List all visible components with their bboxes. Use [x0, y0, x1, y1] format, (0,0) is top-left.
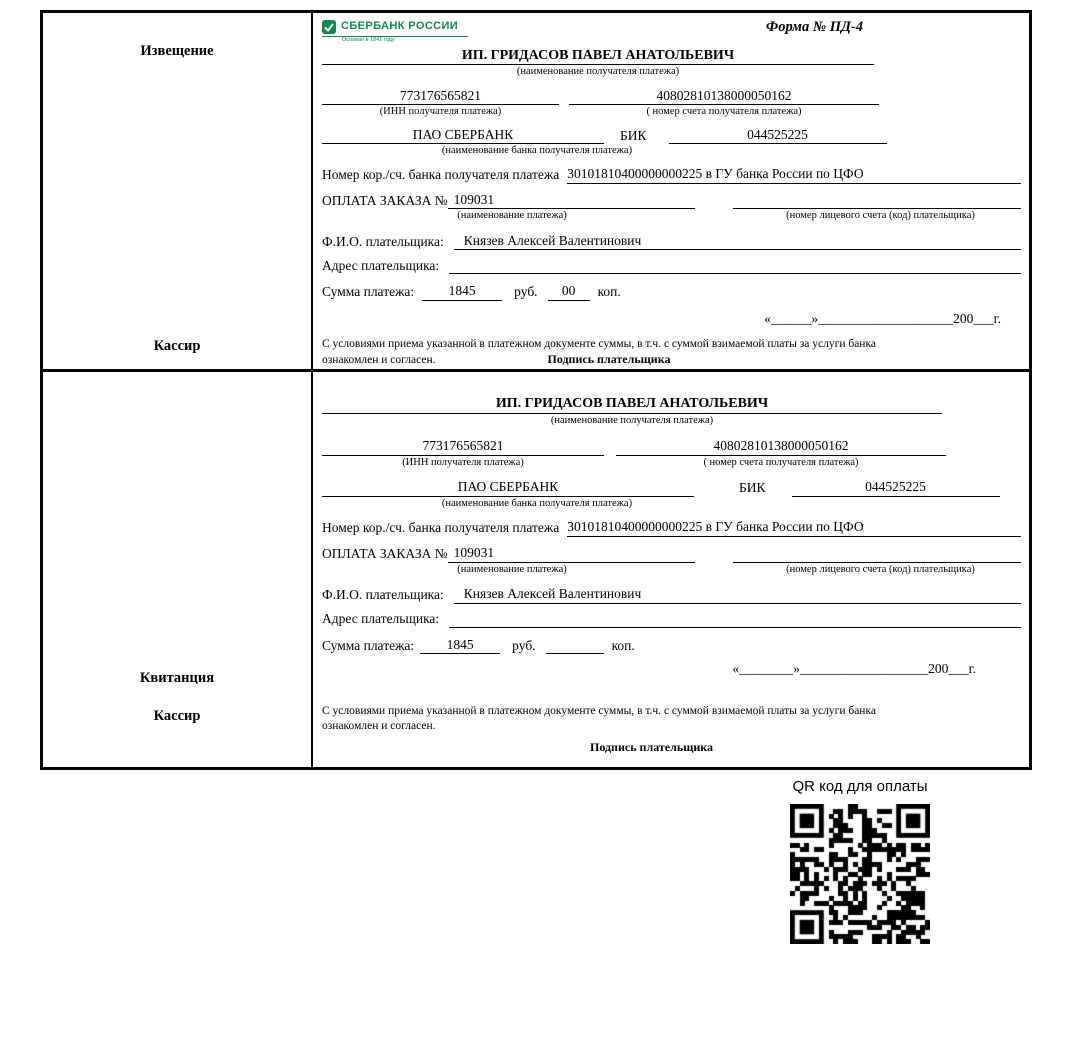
payer-fio-label: Ф.И.О. плательщика:	[322, 586, 444, 602]
order-number-value: 109031	[448, 192, 695, 210]
rub-label: руб.	[512, 637, 536, 653]
kop-label: коп.	[611, 637, 635, 653]
receipt-label: Квитанция	[139, 670, 215, 686]
bank-caption: (наименование банка получателя платежа)	[441, 145, 633, 157]
inn-value: 773176565821	[322, 438, 604, 456]
recipient-caption: (наименование получателя платежа)	[516, 66, 680, 78]
qr-code	[790, 804, 930, 944]
bik-label: БИК	[620, 127, 647, 143]
payer-address-line	[449, 257, 1021, 274]
korr-value: 30101810400000000225 в ГУ банка России по ЦФО	[567, 519, 1021, 537]
sberbank-logo	[322, 18, 468, 44]
kop-label: коп.	[597, 284, 621, 300]
payer-address-label: Адрес плательщика:	[322, 610, 440, 626]
rub-label: руб.	[514, 284, 538, 300]
payer-account-caption: (номер лицевого счета (код) плательщика)	[786, 563, 975, 575]
sum-rub-value: 1845	[422, 283, 502, 301]
signature-label: Подпись плательщика	[590, 739, 713, 754]
payer-fio-label: Ф.И.О. плательщика:	[322, 233, 444, 249]
sum-label: Сумма платежа:	[322, 284, 415, 300]
inn-caption: (ИНН получателя платежа)	[402, 456, 524, 468]
qr-payment-block	[786, 778, 934, 944]
bank-name-value: ПАО СБЕРБАНК	[322, 127, 604, 145]
receipt-form-body	[313, 372, 1029, 767]
receipt-section	[40, 372, 1032, 770]
bank-name-value: ПАО СБЕРБАНК	[322, 479, 694, 497]
notice-section	[40, 10, 1032, 372]
payment-caption: (наименование платежа)	[457, 210, 567, 222]
sberbank-logo-icon	[322, 20, 336, 34]
inn-value: 773176565821	[322, 88, 559, 106]
agreement-text	[322, 337, 1021, 368]
payer-account-caption: (номер лицевого счета (код) плательщика)	[786, 210, 975, 222]
form-number: Форма № ПД-4	[765, 19, 863, 35]
account-caption: ( номер счета получателя платежа)	[703, 456, 859, 468]
payer-address-line	[449, 611, 1021, 628]
inn-caption: (ИНН получателя платежа)	[379, 106, 502, 118]
payment-purpose-label: ОПЛАТА ЗАКАЗА №	[322, 545, 448, 561]
bik-label: БИК	[739, 479, 766, 495]
recipient-name: ИП. ГРИДАСОВ ПАВЕЛ АНАТОЛЬЕВИЧ	[322, 395, 942, 414]
signature-label: Подпись плательщика	[547, 352, 671, 367]
agreement-line2: ознакомлен и согласен.	[322, 720, 436, 733]
agreement-text	[322, 704, 1021, 734]
korr-label: Номер кор./сч. банка получателя платежа	[322, 166, 560, 182]
payer-fio-value: Князев Алексей Валентинович	[454, 233, 1021, 251]
sum-kop-value: 00	[548, 283, 590, 301]
payer-account-line	[733, 192, 1021, 209]
payer-address-label: Адрес плательщика:	[322, 257, 440, 273]
payment-purpose-label: ОПЛАТА ЗАКАЗА №	[322, 192, 448, 208]
sum-label: Сумма платежа:	[322, 637, 415, 653]
account-value: 40802810138000050162	[569, 88, 879, 106]
bik-value: 044525225	[669, 127, 887, 145]
sberbank-logo-tagline: Основан в 1841 году	[342, 37, 395, 43]
korr-value: 30101810400000000225 в ГУ банка России по ЦФО	[567, 166, 1021, 184]
date-line: «________»___________________200___г.	[732, 661, 976, 677]
sberbank-logo-text: СБЕРБАНК РОССИИ	[341, 20, 459, 33]
notice-label: Извещение	[140, 43, 214, 59]
receipt-side-column	[43, 372, 313, 767]
bank-caption: (наименование банка получателя платежа)	[441, 497, 633, 509]
korr-label: Номер кор./сч. банка получателя платежа	[322, 519, 560, 535]
payment-caption: (наименование платежа)	[457, 563, 567, 575]
sum-kop-value	[546, 637, 604, 654]
agreement-line2: ознакомлен и согласен.	[322, 354, 436, 367]
notice-side-column	[43, 13, 313, 369]
account-value: 40802810138000050162	[616, 438, 946, 456]
agreement-line1: С условиями приема указанной в платежном документе суммы, в т.ч. с суммой взимаемой платы за услуги банка	[322, 705, 876, 718]
recipient-caption: (наименование получателя платежа)	[550, 414, 714, 426]
account-caption: ( номер счета получателя платежа)	[646, 106, 802, 118]
recipient-name: ИП. ГРИДАСОВ ПАВЕЛ АНАТОЛЬЕВИЧ	[322, 47, 874, 66]
payer-fio-value: Князев Алексей Валентинович	[454, 586, 1021, 604]
pd4-form	[40, 10, 1032, 770]
notice-cashier-label: Кассир	[153, 338, 201, 354]
payer-account-line	[733, 546, 1021, 563]
receipt-cashier-label: Кассир	[153, 708, 201, 724]
order-number-value: 109031	[448, 545, 695, 563]
sum-rub-value: 1845	[420, 637, 500, 655]
bik-value: 044525225	[792, 479, 1000, 497]
qr-caption: QR код для оплаты	[792, 778, 928, 795]
agreement-line1: С условиями приема указанной в платежном документе суммы, в т.ч. с суммой взимаемой платы за услуги банка	[322, 338, 876, 351]
date-line: «______»____________________200___г.	[764, 311, 1001, 327]
notice-form-body	[313, 13, 1029, 369]
notice-header	[322, 18, 1021, 44]
